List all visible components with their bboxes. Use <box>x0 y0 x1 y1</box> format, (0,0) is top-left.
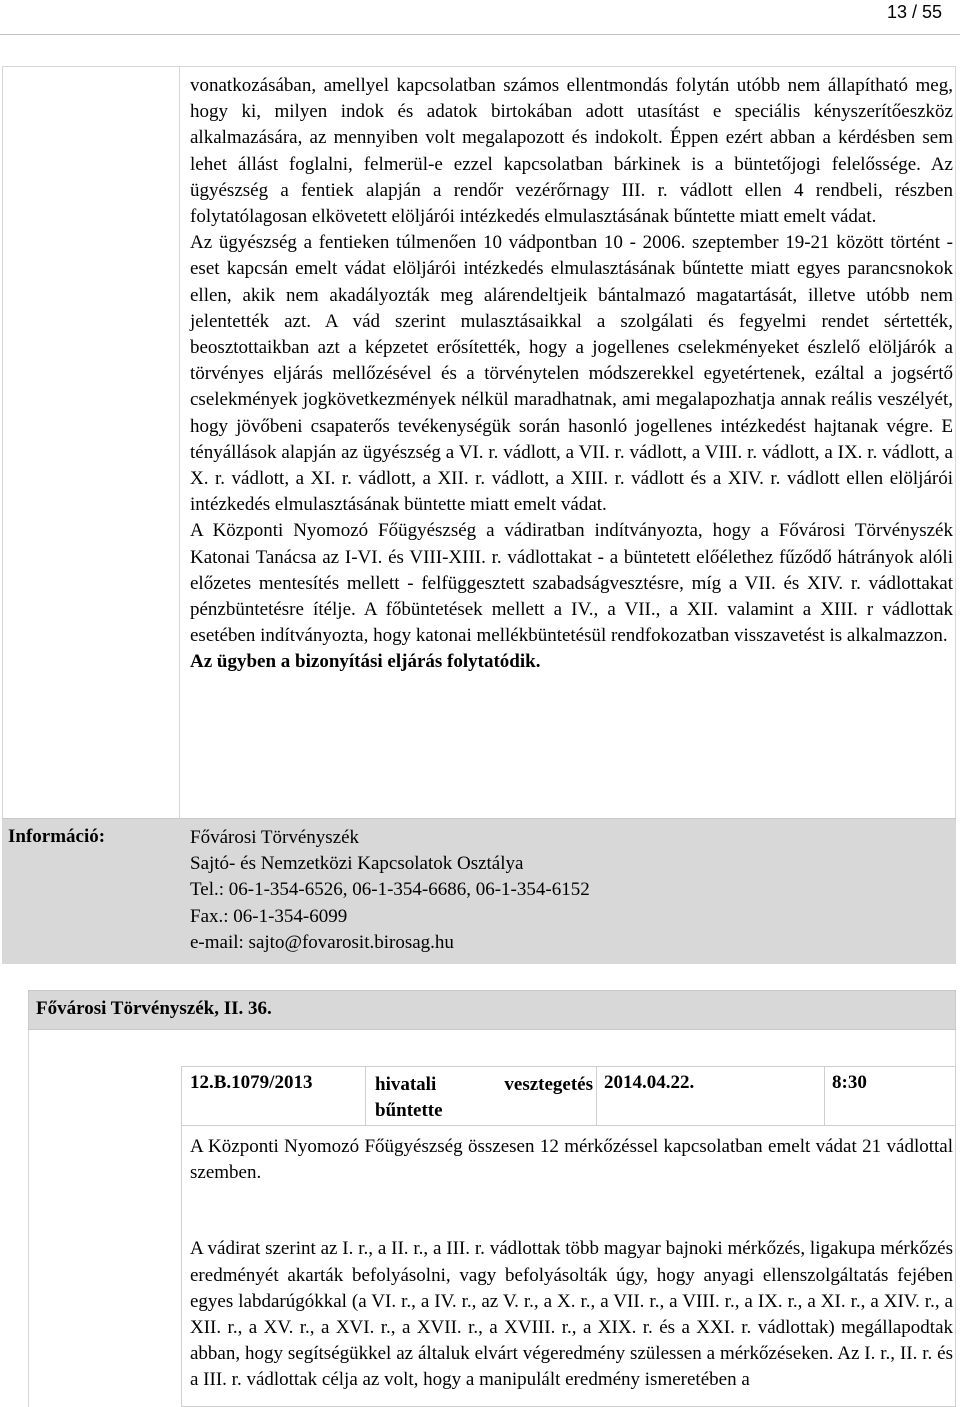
paragraph: A Központi Nyomozó Főügyészség a vádiratban indítványozta, hogy a Fővárosi Törvényszék Katonai Tanácsa az I-VI. és VIII-XIII. r. vádlottakat - a büntetett előélethez fűződő hátrányok alóli előzetes mentesítés mellett - felfüggesztett szabadságvesztésre, míg a VII. és XIV. r. vádlottakat pénzbüntetésre ítélje. A főbüntetések mellett a IV., a VII., a XII. valamint a XIII. r vádlottak esetében indítványozta, hogy katonai mellékbüntetésül rendfokozatban visszavetést is alkalmazzon. <box>190 520 953 647</box>
court-title: Fővárosi Törvényszék, II. 36. <box>36 998 272 1019</box>
info-label: Információ: <box>8 826 106 847</box>
contact-org: Fővárosi Törvényszék <box>190 827 360 848</box>
case-intro: A Központi Nyomozó Főügyészség összesen 12 mérkőzéssel kapcsolatban emelt vádat 21 vádlottal szemben. <box>190 1136 953 1184</box>
column-divider <box>596 1066 597 1125</box>
closing-statement: Az ügyben a bizonyítási eljárás folytatódik. <box>190 651 541 673</box>
contact-phone: Tel.: 06-1-354-6526, 06-1-354-6686, 06-1-354-6152 <box>190 879 590 901</box>
case-type-line: bűntette <box>375 1100 443 1121</box>
contact-dept: Sajtó- és Nemzetközi Kapcsolatok Osztálya <box>190 853 524 875</box>
case-number: 12.B.1079/2013 <box>190 1072 313 1093</box>
spacer <box>190 1186 953 1236</box>
contact-info <box>190 825 950 956</box>
case-type <box>375 1072 593 1124</box>
case-type-line: hivatali vesztegetés <box>375 1074 593 1095</box>
page-number: 13 / 55 <box>886 2 942 22</box>
column-divider <box>365 1066 366 1125</box>
contact-fax: Fax.: 06-1-354-6099 <box>190 905 348 927</box>
case-description <box>190 73 953 676</box>
column-divider <box>824 1066 825 1125</box>
contact-email: e-mail: sajto@fovarosit.birosag.hu <box>190 931 454 953</box>
header-rule <box>0 34 960 35</box>
case-row-divider <box>181 1125 956 1126</box>
paragraph: Az ügyészség a fentieken túlmenően 10 vádpontban 10 - 2006. szeptember 19-21 között történt - eset kapcsán emelt vádat elöljárói intézkedés elmulasztásának bűntette miatt egyes parancsnokok ellen, akik nem akadályozták meg alárendeltjeik bántalmazó magatartását, illetve utóbb nem jelentették azt. A vád szerint mulasztásaikkal a szolgálati és fegyelmi rendet sértették, beosztottaikban azt a képzetet erősítették, hogy a jogellenes cselekményeket észlelő elöljárók a törvényes eljárás mellőzésével és a törvénytelen módszerekkel egyetértenek, ezáltal a jogsértő cselekmények jogkövetkezmények nélkül maradhatnak, ami megalapozhatja annak reális veszélyét, hogy jövőbeni csapaterős tevékenységük során hasonló jogellenes intézkedést hajtanak végre. E tényállások alapján az ügyészség a VI. r. vádlott, a VII. r. vádlott, a VIII. r. vádlott, a IX. r. vádlott, a X. r. vádlott, a XI. r. vádlott, a XII. r. vádlott, a XIII. r. vádlott és a XIV. r. vádlott ellen elöljárói intézkedés elmulasztásának büntette miatt emelt vádat. <box>190 232 953 516</box>
case-details <box>190 1134 953 1394</box>
case-time: 8:30 <box>832 1072 867 1093</box>
case-body: A vádirat szerint az I. r., a II. r., a III. r. vádlottak több magyar bajnoki mérkőzés, ligakupa mérkőzés eredményét akarták befolyásolni, vagy befolyásolták úgy, hogy anyagi ellenszolgáltatás fejében egyes labdarúgókkal (a VI. r., a IV. r., az V. r., a X. r., a VII. r., a VIII. r., a IX. r., a XI. r., a XIV. r., a XII. r., a XV. r., a XVI. r., a XVII. r., a XVIII. r., a XIX. r. és a XXI. r. vádlottak) megállapodtak abban, hogy segítségükkel az általuk elvárt végeredmény szülessen a mérkőzéseken. Az I. r., II. r. és a III. r. vádlottak célja az volt, hogy a manipulált eredmény ismeretében a <box>190 1238 953 1391</box>
case-date: 2014.04.22. <box>604 1072 695 1093</box>
paragraph: vonatkozásában, amellyel kapcsolatban számos ellentmondás folytán utóbb nem állapítható meg, hogy ki, milyen indok és adatok birtokában adott utasítást e speciális kényszerítőeszköz alkalmazására, az mennyiben volt megalapozott és indokolt. Éppen ezért abban a kérdésben sem lehet állást foglalni, felmerül-e ezzel kapcsolatban bárkinek is a büntetőjogi felelőssége. Az ügyészség a fentiek alapján a rendőr vezérőrnagy III. r. vádlott ellen 4 rendbeli, részben folytatólagosan elkövetett elöljárói intézkedés elmulasztásának bűntette miatt emelt vádat. <box>190 75 953 228</box>
